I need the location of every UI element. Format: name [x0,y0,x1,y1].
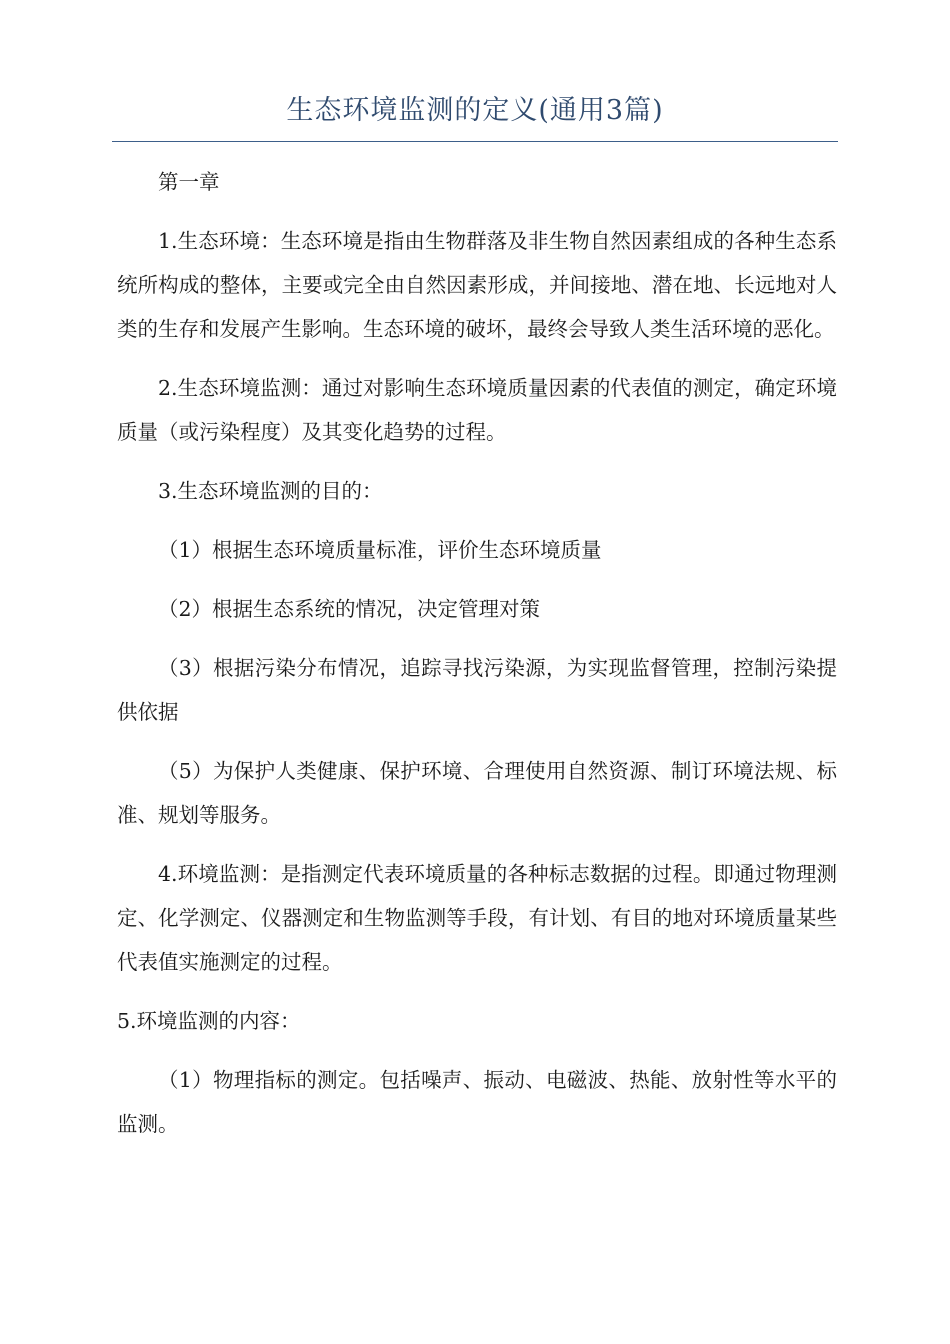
paragraph-monitoring-purpose: 3.生态环境监测的目的： [158,479,383,503]
title-divider [112,141,838,142]
paragraph-environmental-monitoring: 4.环境监测：是指测定代表环境质量的各种标志数据的过程。即通过物理测定、化学测定、仪器测定和生物监测等手段，有计划、有目的地对环境质量某些代表值实施测定的过程。 [117,862,837,974]
paragraph-ecological-monitoring: 2.生态环境监测：通过对影响生态环境质量因素的代表值的测定，确定环境质量（或污染程度）及其变化趋势的过程。 [117,376,837,444]
list-item: （3）根据污染分布情况，追踪寻找污染源，为实现监督管理，控制污染提供依据 [117,656,837,724]
chapter-heading: 第一章 [158,170,220,194]
list-item: （1）根据生态环境质量标准，评价生态环境质量 [158,538,602,562]
paragraph-monitoring-content: 5.环境监测的内容： [117,1009,301,1033]
list-item: （5）为保护人类健康、保护环境、合理使用自然资源、制订环境法规、标准、规划等服务。 [117,759,837,827]
paragraph-ecological-environment: 1.生态环境：生态环境是指由生物群落及非生物自然因素组成的各种生态系统所构成的整体，主要或完全由自然因素形成，并间接地、潜在地、长远地对人类的生存和发展产生影响。生态环境的破坏，最终会导致人类生活环境的恶化。 [117,229,837,341]
list-item: （2）根据生态系统的情况，决定管理对策 [158,597,541,621]
list-item: （1）物理指标的测定。包括噪声、振动、电磁波、热能、放射性等水平的监测。 [117,1068,837,1136]
document-body [117,160,837,1146]
document-title: 生态环境监测的定义(通用3篇) [286,95,664,126]
